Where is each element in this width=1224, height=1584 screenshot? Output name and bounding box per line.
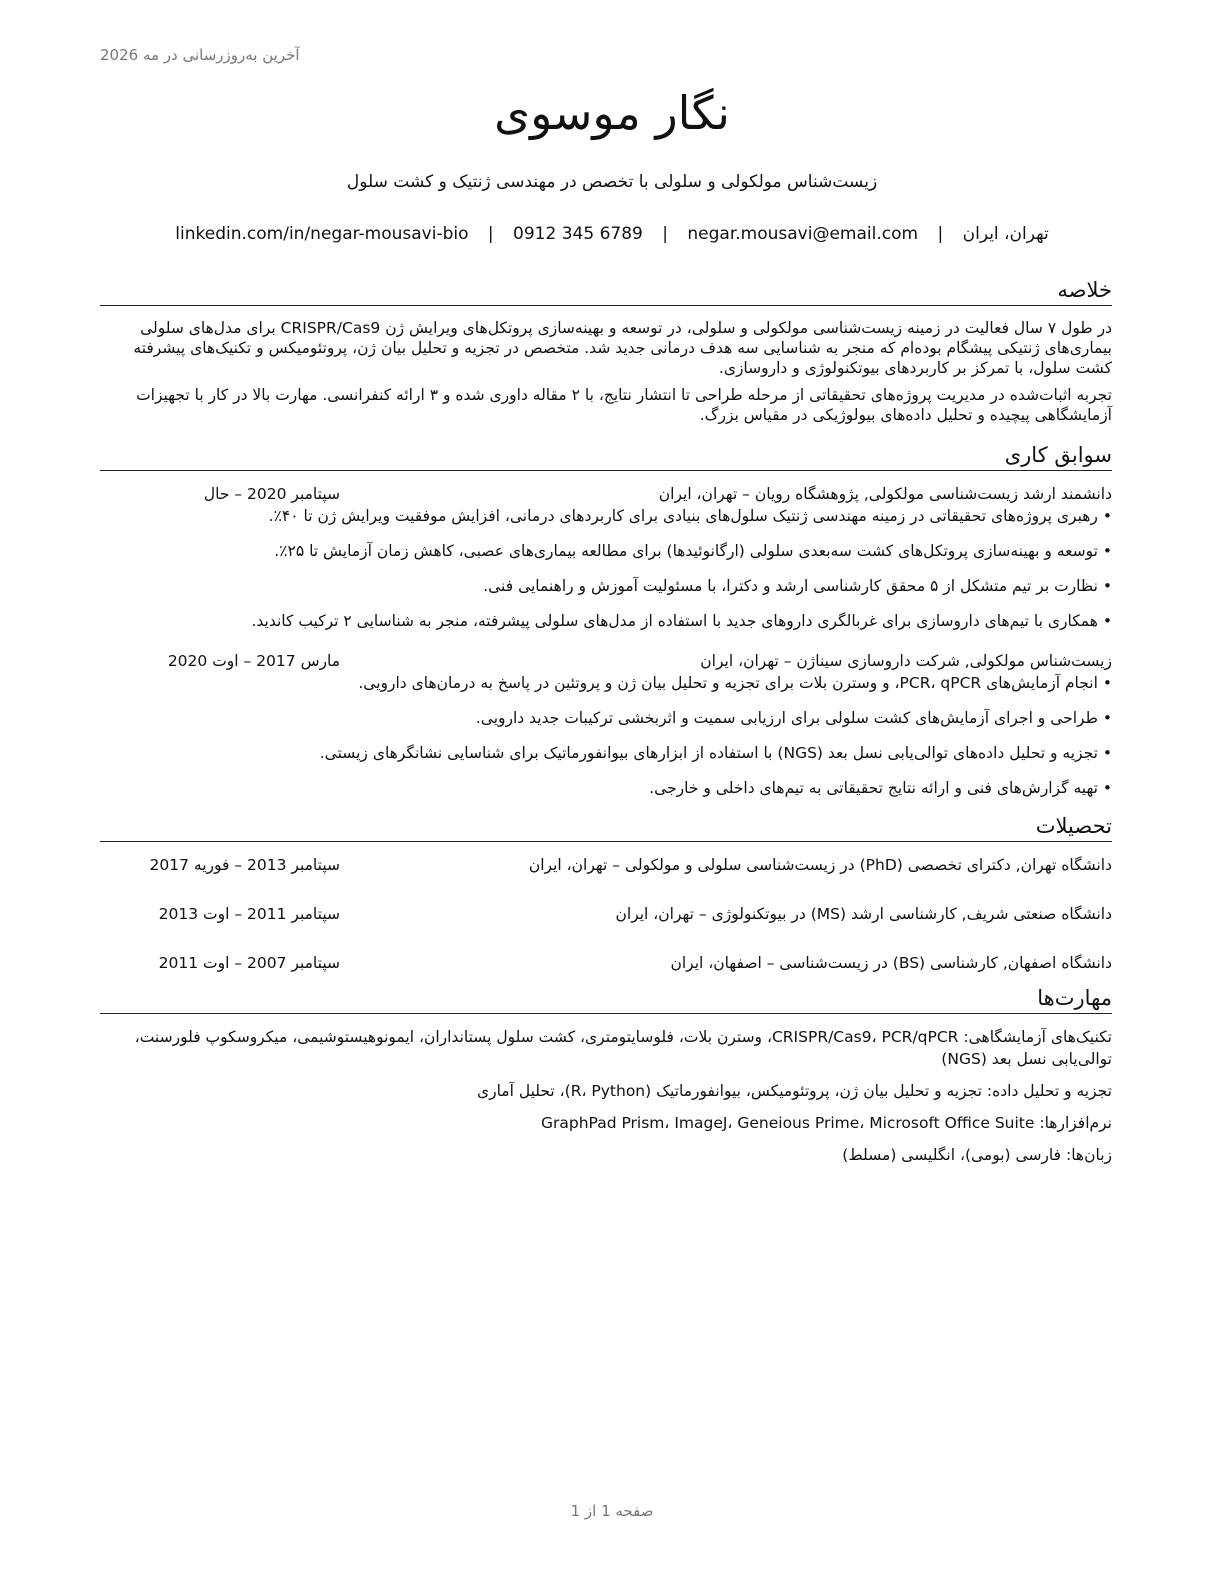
- contact-location: تهران، ایران: [962, 224, 1049, 244]
- contact-linkedin[interactable]: linkedin.com/in/negar-mousavi-bio: [175, 224, 469, 244]
- contact-line: [0, 224, 1224, 244]
- education-section: [100, 812, 1112, 974]
- list-item: • تجزیه و تحلیل داده‌های توالی‌یابی نسل بعد (NGS) با استفاده از ابزارهای بیوانفورماتیک برای شناسایی نشانگرهای زیستی.: [100, 742, 1112, 764]
- job-role-org: دانشمند ارشد زیست‌شناسی مولکولی, پژوهشگاه رویان – تهران، ایران: [658, 485, 1112, 503]
- section-title-education: تحصیلات: [100, 812, 1112, 842]
- page-number: صفحه 1 از 1: [570, 1502, 654, 1520]
- list-item: • نظارت بر تیم متشکل از ۵ محقق کارشناسی ارشد و دکترا، با مسئولیت آموزش و راهنمایی فنی.: [100, 575, 1112, 597]
- contact-separator: |: [937, 224, 944, 244]
- person-name: نگار موسوی: [494, 86, 730, 140]
- list-item: • توسعه و بهینه‌سازی پروتکل‌های کشت سه‌بعدی سلولی (ارگانوئیدها) برای مطالعه بیماری‌های عصبی، کاهش زمان آزمایش تا ۲۵٪.: [100, 540, 1112, 562]
- headline: زیست‌شناس مولکولی و سلولی با تخصص در مهندسی ژنتیک و کشت سلول: [346, 172, 878, 192]
- job-dates: مارس 2017 – اوت 2020: [167, 652, 340, 670]
- job-bullets: [100, 505, 1112, 632]
- contact-phone[interactable]: 0912 345 6789: [513, 224, 643, 244]
- contact-separator: |: [487, 224, 494, 244]
- list-item: • همکاری با تیم‌های داروسازی برای غربالگری داروهای جدید با استفاده از مدل‌های سلولی پیشرفته، منجر به شناسایی ۲ ترکیب کاندید.: [100, 610, 1112, 632]
- education-dates: سپتامبر 2011 – اوت 2013: [158, 905, 340, 923]
- job-entry: [100, 483, 1112, 632]
- education-entry: [100, 903, 1112, 925]
- contact-separator: |: [662, 224, 668, 244]
- list-item: • رهبری پروژه‌های تحقیقاتی در زمینه مهندسی ژنتیک سلول‌های بنیادی برای کاربردهای درمانی، افزایش موفقیت ویرایش ژن تا ۴۰٪.: [100, 505, 1112, 527]
- education-degree: دانشگاه اصفهان, کارشناسی (BS) در زیست‌شناسی – اصفهان، ایران: [670, 954, 1112, 972]
- skill-line: تجزیه و تحلیل داده: تجزیه و تحلیل بیان ژن، پروتئومیکس، بیوانفورماتیک (R، Python)، تحلیل آماری: [476, 1082, 1112, 1100]
- job-entry: [100, 650, 1112, 799]
- summary-paragraph: تجربه اثبات‌شده در مدیریت پروژه‌های تحقیقاتی از مرحله طراحی تا انتشار نتایج، با ۲ مقاله داوری شده و ۳ ارائه کنفرانسی. مهارت بالا در کار با تجهیزات آزمایشگاهی پیچیده و تحلیل داده‌های بیولوژیکی در مقیاس بزرگ.: [136, 386, 1112, 424]
- skill-line: نرم‌افزارها: GraphPad Prism، ImageJ، Geneious Prime، Microsoft Office Suite: [541, 1114, 1112, 1132]
- job-bullets: [100, 672, 1112, 799]
- list-item: • طراحی و اجرای آزمایش‌های کشت سلولی برای ارزیابی سمیت و اثربخشی ترکیبات جدید دارویی.: [100, 707, 1112, 729]
- section-title-experience: سوابق کاری: [100, 441, 1112, 471]
- job-role-org: زیست‌شناس مولکولی, شرکت داروسازی سیناژن – تهران، ایران: [700, 652, 1112, 670]
- summary-paragraph: در طول ۷ سال فعالیت در زمینه زیست‌شناسی مولکولی و سلولی، در توسعه و بهینه‌سازی پروتکل‌های ویرایش ژن CRISPR/Cas9 برای مدل‌های سلولی بیماری‌های ژنتیکی پیشگام بوده‌ام که منجر به شناسایی سه هدف درمانی جدید شد. متخصص در تجزیه و تحلیل بیان ژن، پروتئومیکس و تکنیک‌های پیشرفته کشت سلول، با تمرکز بر کاربردهای بیوتکنولوژی و داروسازی.: [133, 319, 1112, 377]
- last-updated: آخرین به‌روزرسانی در مه 2026: [100, 46, 300, 64]
- skills-section: [100, 984, 1112, 1166]
- skill-line: تکنیک‌های آزمایشگاهی: CRISPR/Cas9، PCR/qPCR، وسترن بلات، فلوسایتومتری، کشت سلول پستانداران، ایمونوهیستوشیمی، میکروسکوپ فلورسنت، توالی‌یابی نسل بعد (NGS): [134, 1028, 1112, 1068]
- contact-email[interactable]: negar.mousavi@email.com: [687, 224, 919, 244]
- education-dates: سپتامبر 2013 – فوریه 2017: [149, 856, 340, 874]
- education-entry: [100, 952, 1112, 974]
- education-degree: دانشگاه صنعتی شریف, کارشناسی ارشد (MS) در بیوتکنولوژی – تهران، ایران: [615, 905, 1112, 923]
- job-dates: سپتامبر 2020 – حال: [203, 485, 340, 503]
- list-item: • انجام آزمایش‌های PCR، qPCR، و وسترن بلات برای تجزیه و تحلیل بیان ژن و پروتئین در پاسخ به درمان‌های دارویی.: [100, 672, 1112, 694]
- summary-section: [100, 276, 1112, 425]
- job-header: [100, 650, 1112, 672]
- list-item: • تهیه گزارش‌های فنی و ارائه نتایج تحقیقاتی به تیم‌های داخلی و خارجی.: [100, 777, 1112, 799]
- resume-body: [100, 276, 1112, 1176]
- section-title-skills: مهارت‌ها: [100, 984, 1112, 1014]
- skill-line: زبان‌ها: فارسی (بومی)، انگلیسی (مسلط): [842, 1146, 1112, 1164]
- education-entry: [100, 854, 1112, 876]
- job-header: [100, 483, 1112, 505]
- section-title-summary: خلاصه: [100, 276, 1112, 306]
- education-degree: دانشگاه تهران, دکترای تخصصی (PhD) در زیست‌شناسی سلولی و مولکولی – تهران، ایران: [528, 856, 1112, 874]
- education-dates: سپتامبر 2007 – اوت 2011: [158, 954, 340, 972]
- experience-section: [100, 441, 1112, 799]
